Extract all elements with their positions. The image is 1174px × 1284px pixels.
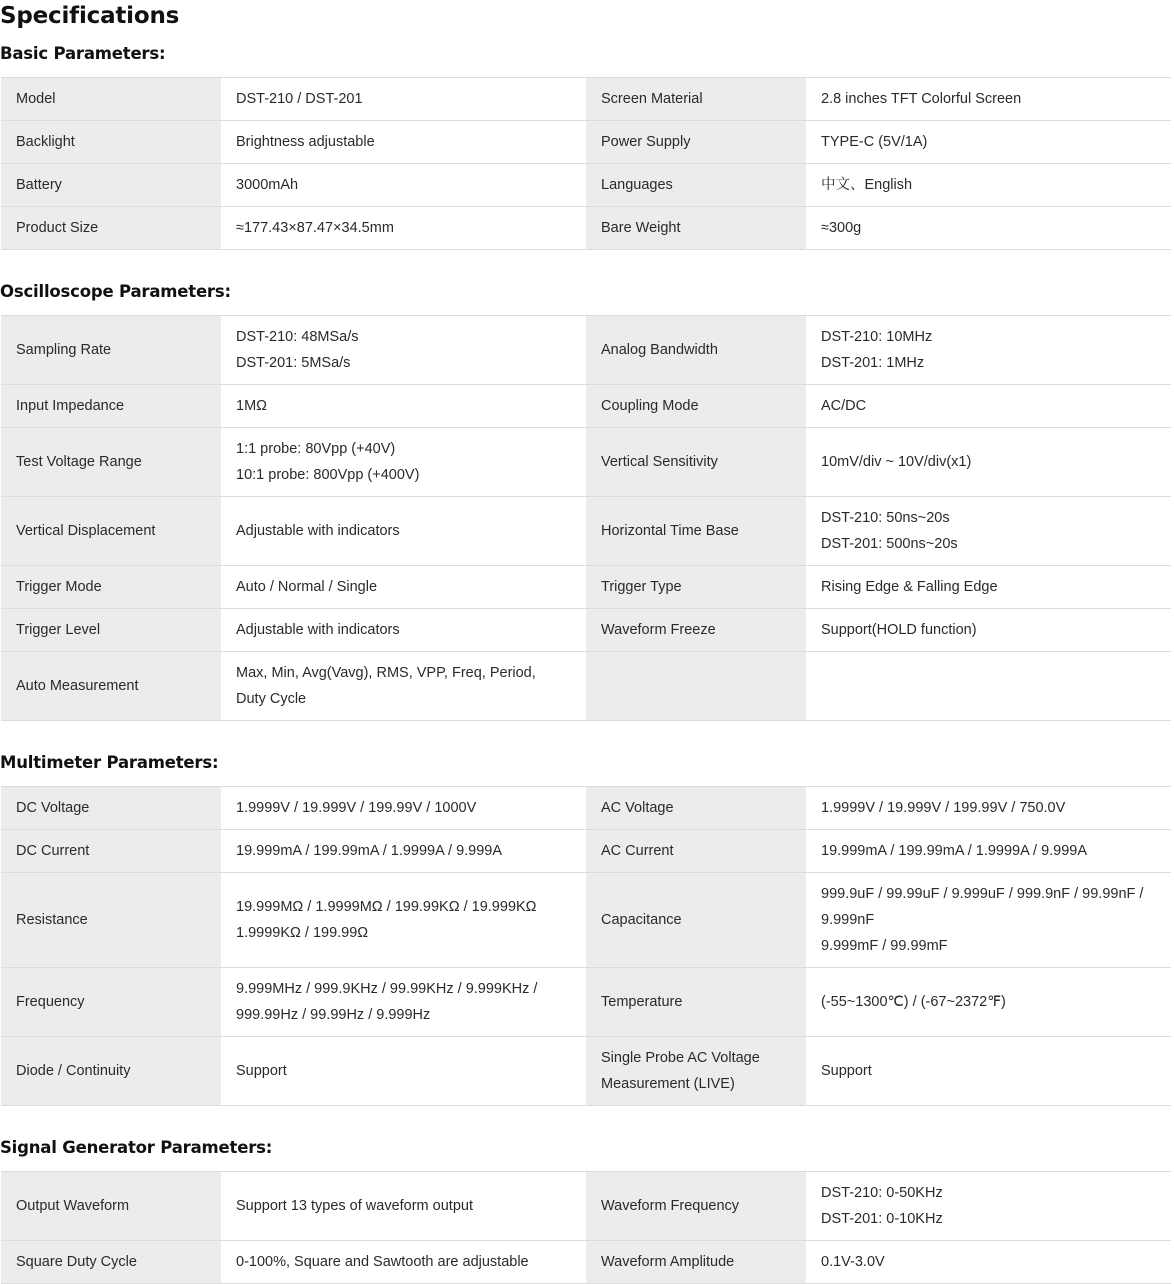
spec-value [806, 316, 1171, 385]
spec-value [806, 787, 1171, 830]
spec-label: Screen Material [586, 78, 806, 121]
spec-value-line: ≈300g [821, 220, 862, 236]
spec-row [1, 207, 1171, 250]
spec-value-line: Adjustable with indicators [236, 622, 400, 638]
spec-value-line: Support(HOLD function) [821, 622, 977, 638]
spec-label: AC Current [586, 830, 806, 873]
spec-value-line: 9.999nF [821, 912, 875, 928]
spec-label: Trigger Mode [1, 566, 221, 609]
spec-value-line: 3000mAh [236, 177, 299, 193]
spec-value [806, 428, 1171, 497]
spec-label: Product Size [1, 207, 221, 250]
spec-value [806, 121, 1171, 164]
spec-row [1, 830, 1171, 873]
spec-label: Test Voltage Range [1, 428, 221, 497]
spec-value-line: TYPE-C (5V/1A) [821, 134, 928, 150]
spec-label: Sampling Rate [1, 316, 221, 385]
spec-value [221, 316, 586, 385]
spec-value-line: 999.9uF / 99.99uF / 9.999uF / 999.9nF / 99.99nF / [821, 886, 1144, 902]
spec-label: Horizontal Time Base [586, 497, 806, 566]
spec-label: Temperature [586, 968, 806, 1037]
spec-value-line: DST-201: 5MSa/s [236, 355, 351, 371]
spec-label: Resistance [1, 873, 221, 968]
spec-value [221, 566, 586, 609]
spec-value [221, 830, 586, 873]
spec-label: Languages [586, 164, 806, 207]
spec-value-line: 0-100%, Square and Sawtooth are adjustable [236, 1254, 529, 1270]
spec-value [806, 566, 1171, 609]
spec-label: Diode / Continuity [1, 1037, 221, 1106]
spec-value-line: DST-201: 0-10KHz [821, 1211, 943, 1227]
spec-value-line: 19.999mA / 199.99mA / 1.9999A / 9.999A [821, 843, 1088, 859]
spec-row [1, 873, 1171, 968]
section-title-basic: Basic Parameters: [0, 44, 166, 63]
spec-value-line: DST-201: 1MHz [821, 355, 925, 371]
spec-value [806, 164, 1171, 207]
spec-label: AC Voltage [586, 787, 806, 830]
spec-label: Waveform Freeze [586, 609, 806, 652]
spec-value [806, 78, 1171, 121]
section-title-signal-generator: Signal Generator Parameters: [0, 1138, 273, 1157]
spec-label: Auto Measurement [1, 652, 221, 721]
spec-label: Trigger Level [1, 609, 221, 652]
spec-value-line: DST-210: 10MHz [821, 329, 933, 345]
spec-value [221, 121, 586, 164]
spec-row [1, 968, 1171, 1037]
spec-value-line: ≈177.43×87.47×34.5mm [236, 220, 394, 236]
spec-value-line: 1.9999V / 19.999V / 199.99V / 750.0V [821, 800, 1066, 816]
spec-value [221, 78, 586, 121]
spec-value-line: Support [236, 1063, 287, 1079]
spec-value-line: 19.999mA / 199.99mA / 1.9999A / 9.999A [236, 843, 503, 859]
spec-value-line: Support [821, 1063, 872, 1079]
spec-value-line: 1.9999KΩ / 199.99Ω [236, 925, 369, 941]
oscilloscope-parameters-table [1, 315, 1171, 721]
multimeter-parameters-table [1, 786, 1171, 1106]
spec-value [221, 497, 586, 566]
spec-row [1, 1172, 1171, 1241]
spec-label: Vertical Sensitivity [586, 428, 806, 497]
spec-value-line: Auto / Normal / Single [236, 579, 378, 595]
signal-generator-parameters-table [1, 1171, 1171, 1284]
spec-row [1, 609, 1171, 652]
spec-label: Bare Weight [586, 207, 806, 250]
spec-value-line: Rising Edge & Falling Edge [821, 579, 998, 595]
spec-value-line: (-55~1300℃) / (-67~2372℉) [821, 994, 1006, 1010]
spec-value-line: 1:1 probe: 80Vpp (+40V) [236, 441, 396, 457]
spec-row [1, 652, 1171, 721]
spec-value-line: Support 13 types of waveform output [236, 1198, 473, 1214]
spec-label: Waveform Frequency [586, 1172, 806, 1241]
basic-parameters-table [1, 77, 1171, 250]
spec-value-line: 9.999mF / 99.99mF [821, 938, 948, 954]
spec-value [806, 1037, 1171, 1106]
spec-label: Analog Bandwidth [586, 316, 806, 385]
spec-value [806, 873, 1171, 968]
spec-value-line: 2.8 inches TFT Colorful Screen [821, 91, 1022, 107]
spec-label: Coupling Mode [586, 385, 806, 428]
spec-row [1, 566, 1171, 609]
spec-label: Trigger Type [586, 566, 806, 609]
spec-value [806, 385, 1171, 428]
spec-label: Waveform Amplitude [586, 1241, 806, 1284]
spec-value-line: Max, Min, Avg(Vavg), RMS, VPP, Freq, Period, [236, 665, 536, 681]
spec-value [806, 497, 1171, 566]
spec-label: DC Current [1, 830, 221, 873]
spec-value [806, 652, 1171, 721]
spec-value [221, 385, 586, 428]
spec-value-line: 9.999MHz / 999.9KHz / 99.99KHz / 9.999KHz / [236, 981, 538, 997]
spec-value [221, 1241, 586, 1284]
spec-value [221, 787, 586, 830]
spec-value [221, 428, 586, 497]
spec-label: Power Supply [586, 121, 806, 164]
spec-value-line: Duty Cycle [236, 691, 307, 707]
spec-value-line: 19.999MΩ / 1.9999MΩ / 199.99KΩ / 19.999KΩ [236, 899, 537, 915]
spec-value [221, 652, 586, 721]
spec-value [806, 968, 1171, 1037]
spec-label: Backlight [1, 121, 221, 164]
spec-label [586, 652, 806, 721]
spec-value [221, 1172, 586, 1241]
spec-row [1, 78, 1171, 121]
spec-value-line: 中文、English [821, 177, 913, 193]
spec-label: DC Voltage [1, 787, 221, 830]
spec-value [806, 830, 1171, 873]
spec-label: Model [1, 78, 221, 121]
spec-label: Input Impedance [1, 385, 221, 428]
spec-value [221, 1037, 586, 1106]
spec-value-line: 1MΩ [236, 398, 267, 414]
section-title-multimeter: Multimeter Parameters: [0, 753, 219, 772]
spec-value [806, 609, 1171, 652]
spec-value-line: 1.9999V / 19.999V / 199.99V / 1000V [236, 800, 477, 816]
spec-row [1, 1241, 1171, 1284]
spec-value [806, 1172, 1171, 1241]
spec-row [1, 316, 1171, 385]
spec-row [1, 121, 1171, 164]
spec-value [806, 207, 1171, 250]
spec-row [1, 385, 1171, 428]
spec-label: Square Duty Cycle [1, 1241, 221, 1284]
spec-value-line: DST-210: 50ns~20s [821, 510, 950, 526]
spec-value-line: DST-210: 0-50KHz [821, 1185, 943, 1201]
spec-value-line: DST-210: 48MSa/s [236, 329, 359, 345]
spec-value [806, 1241, 1171, 1284]
spec-value-line: AC/DC [821, 398, 867, 414]
spec-value-line: 999.99Hz / 99.99Hz / 9.999Hz [236, 1007, 431, 1023]
spec-row [1, 787, 1171, 830]
page-title: Specifications [0, 3, 180, 29]
spec-row [1, 164, 1171, 207]
section-title-oscilloscope: Oscilloscope Parameters: [0, 282, 231, 301]
spec-value-line: Brightness adjustable [236, 134, 375, 150]
spec-value-line: DST-210 / DST-201 [236, 91, 363, 107]
spec-value [221, 164, 586, 207]
spec-value [221, 968, 586, 1037]
spec-label: Frequency [1, 968, 221, 1037]
spec-value-line: 10mV/div ~ 10V/div(x1) [821, 454, 972, 470]
spec-row [1, 497, 1171, 566]
spec-value [221, 609, 586, 652]
spec-value-line: Adjustable with indicators [236, 523, 400, 539]
spec-label: Output Waveform [1, 1172, 221, 1241]
spec-label: Vertical Displacement [1, 497, 221, 566]
spec-value-line: 0.1V-3.0V [821, 1254, 885, 1270]
spec-value [221, 207, 586, 250]
spec-value-line: DST-201: 500ns~20s [821, 536, 958, 552]
spec-label: Battery [1, 164, 221, 207]
spec-label: Single Probe AC Voltage Measurement (LIVE) [586, 1037, 806, 1106]
spec-value [221, 873, 586, 968]
spec-label: Capacitance [586, 873, 806, 968]
spec-value-line: 10:1 probe: 800Vpp (+400V) [236, 467, 420, 483]
spec-row [1, 428, 1171, 497]
spec-row [1, 1037, 1171, 1106]
